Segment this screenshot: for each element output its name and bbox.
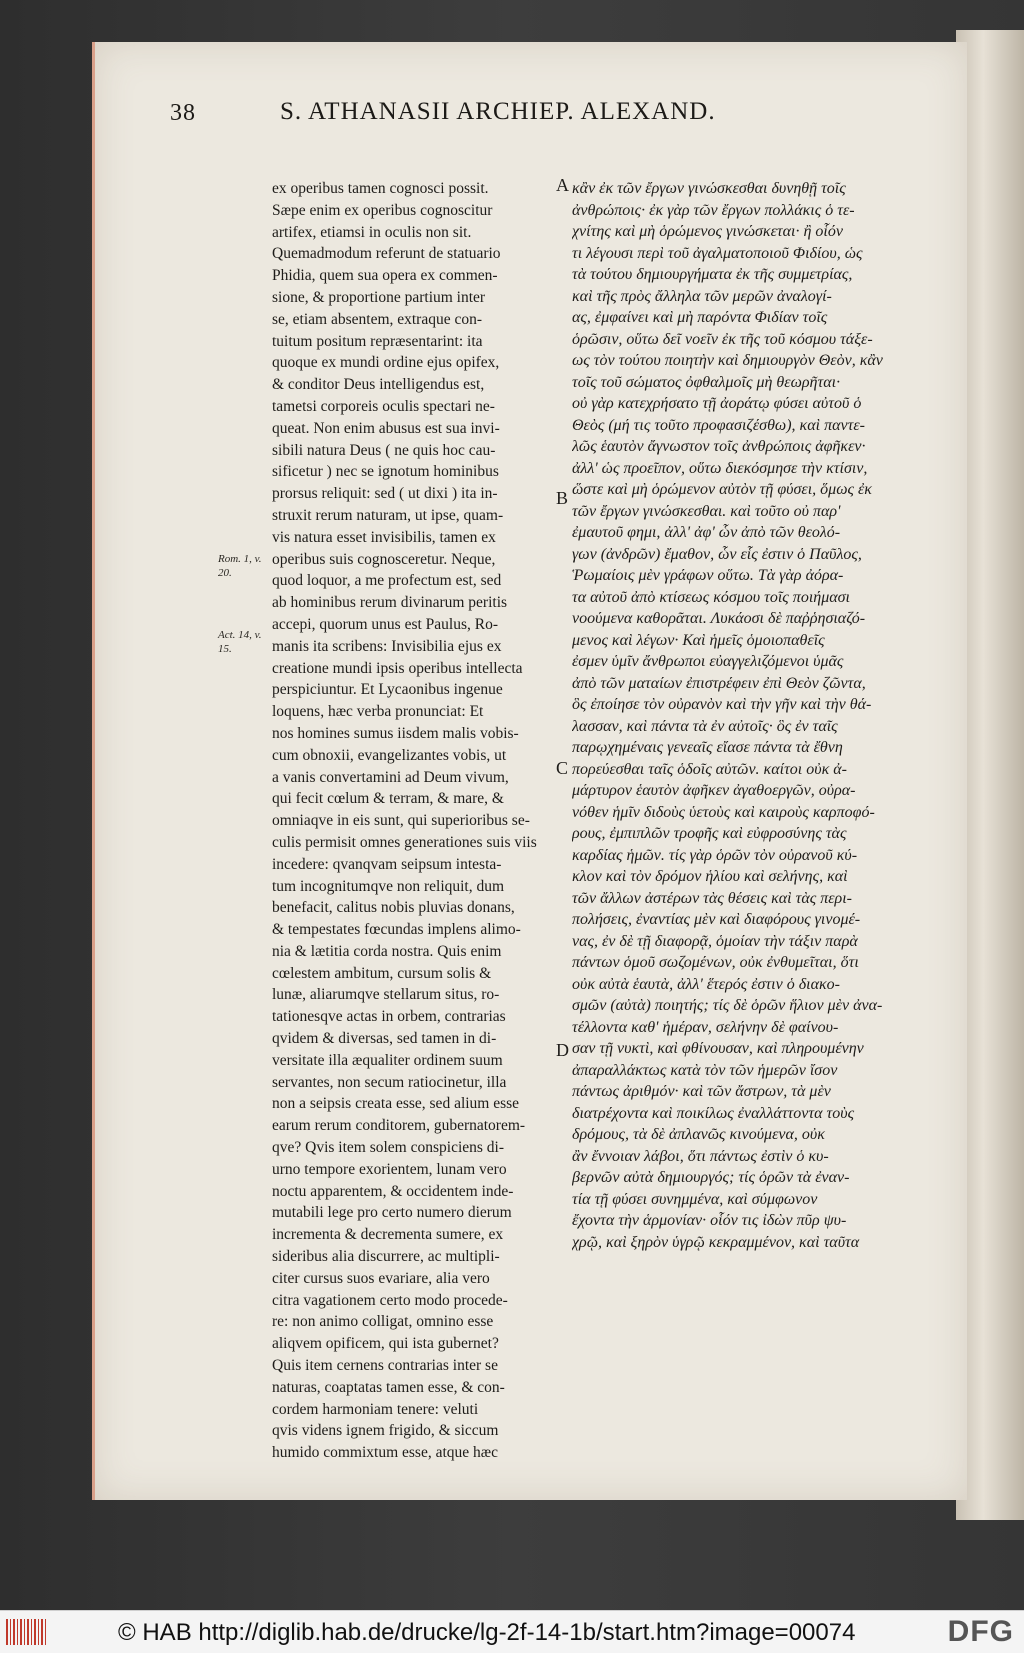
text-line: παρῳχημέναις γενεαῖς εἴασε πάντα τὰ ἔθνη [572, 739, 843, 756]
text-line: πάντων ὁμοῦ σωζομένων, οὐκ ἐνθυμεῖται, ὅτι [572, 954, 859, 971]
hab-logo-icon [6, 1619, 46, 1645]
margin-note-rom: Rom. 1, v. 20. [218, 553, 262, 579]
page-header [170, 98, 820, 138]
text-line: κἂν ἐκ τῶν ἔργων γινώσκεσθαι δυνηθῇ τοῖς [572, 180, 846, 197]
text-line: manis ita scribens: Invisibilia ejus ex [272, 637, 502, 655]
text-line: cum obnoxii, evangelizantes vobis, ut [272, 746, 507, 764]
text-line: καὶ τῆς πρὸς ἄλληλα τῶν μερῶν ἀναλογί- [572, 287, 832, 305]
text-line: perspiciuntur. Et Lycaonibus ingenue [272, 681, 503, 699]
text-line: ὁρῶσιν, οὕτω δεῖ νοεῖν ἐκ τῆς τοῦ κόσμου τάξε- [572, 330, 873, 348]
margin-letter-b: B [556, 488, 569, 508]
text-line: & tempestates fœcundas implens alimo- [272, 921, 521, 939]
text-line: artifex, etiamsi in oculis non sit. [272, 223, 472, 241]
text-line: struxit rerum naturam, ut ipse, quam- [272, 506, 504, 524]
text-line: a vanis convertamini ad Deum vivum, [272, 768, 509, 786]
text-line: versitate illa æqualiter ordinem suum [272, 1051, 503, 1069]
text-line: naturas, coaptatas tamen esse, & con- [272, 1378, 505, 1396]
text-line: ἔχοντα τὴν ἁρμονίαν· οἷόν τις ἰδὼν πῦρ ψυ- [572, 1212, 847, 1229]
text-line: ἀπὸ τῶν ματαίων ἐπιστρέφειν ἐπὶ Θεὸν ζῶντα, [572, 674, 866, 692]
text-line: Sæpe enim ex operibus cognoscitur [272, 201, 493, 219]
text-line: ως τὸν τούτου ποιητὴν καὶ δημιουργὸν Θεὸν, κἂν [572, 352, 883, 369]
latin-text-column [272, 178, 554, 1464]
text-line: ἀλλ' ὡς προεῖπον, οὕτω διεκόσμησε τὴν κτίσιν, [572, 459, 868, 477]
text-line: tuitum positum repræsentarint: ita [272, 332, 483, 350]
text-line: omniaqve in eis sunt, qui superioribus se- [272, 812, 530, 830]
text-line: sione, & proportione partium inter [272, 288, 486, 306]
text-line: accepi, quorum unus est Paulus, Ro- [272, 615, 499, 633]
text-line: οὐ γὰρ κατεχρήσατο τῇ ἀοράτῳ φύσει αὐτοῦ ὁ [572, 395, 862, 412]
text-line: qvidem & diversas, sed tamen in di- [272, 1030, 497, 1048]
text-line: vis natura esset invisibilis, tamen ex [272, 528, 496, 546]
text-line: λῶς ἑαυτὸν ἄγνωστον τοῖς ἀνθρώποις ἀφῆκεν· [572, 438, 866, 455]
text-line: qui fecit cœlum & terram, & mare, & [272, 790, 504, 808]
text-line: Ῥωμαίοις μὲν γράφων οὕτω. Τὰ γὰρ ἀόρα- [572, 567, 844, 584]
text-line: νοούμενα καθορᾶται. Λυκάοσι δὲ παῤῥησιαζό- [572, 610, 866, 627]
text-line: noctu apparentem, & occidentem inde- [272, 1182, 514, 1200]
text-line: citer cursus suos evariare, alia vero [272, 1269, 490, 1287]
text-line: tametsi corporeis oculis spectari ne- [272, 397, 495, 415]
text-line: sideribus alia discurrere, ac multipli- [272, 1248, 500, 1266]
text-line: ἀπαραλλάκτως κατὰ τὸν τῶν ἡμερῶν ἴσον [572, 1061, 838, 1079]
text-line: qve? Qvis item solem conspiciens di- [272, 1139, 505, 1157]
text-line: τῶν ἄλλων ἀστέρων τὰς θέσεις καὶ τὰς περι- [572, 889, 853, 907]
text-line: πολήσεις, ἐναντίας μὲν καὶ διαφόρους γινομέ- [572, 911, 861, 928]
margin-letter-c: C [556, 758, 569, 778]
margin-letter-d: D [556, 1040, 569, 1060]
text-line: ἐμαυτοῦ φημι, ἀλλ' ἀφ' ὧν ἀπὸ τῶν θεολό- [572, 524, 841, 541]
text-line: χνίτης καὶ μὴ ὁρώμενος γινώσκεται· ἢ οἷόν [572, 223, 843, 240]
text-line: καρδίας ἡμῶν. τίς γὰρ ὁρῶν τὸν οὐρανοῦ κύ- [572, 846, 858, 864]
text-line: lunæ, aliarumqve stellarum situs, ro- [272, 986, 500, 1004]
text-line: cœlestem ambitum, cursum solis & [272, 964, 492, 982]
text-line: sibili natura Deus ( ne quis hoc cau- [272, 441, 496, 459]
text-line: χρῷ, καὶ ξηρὸν ὑγρῷ κεκραμμένον, καὶ ταῦτα [572, 1233, 860, 1251]
text-line: cordem harmoniam tenere: veluti [272, 1400, 479, 1418]
text-line: qvis videns ignem frigido, & siccum [272, 1422, 499, 1440]
text-line: tum incognitumqve non reliquit, dum [272, 877, 505, 895]
running-title: S. ATHANASII ARCHIEP. ALEXAND. [280, 98, 716, 125]
text-line: τῶν ἔργων γινώσκεσθαι. καὶ τοῦτο οὐ παρ' [572, 502, 841, 520]
text-line: νόθεν ἡμῖν διδοὺς ὑετοὺς καὶ καιροὺς καρποφό- [572, 803, 875, 821]
source-url[interactable]: © HAB http://diglib.hab.de/drucke/lg-2f-14-1b/start.htm?image=00074 [118, 1619, 856, 1646]
text-line: ας, ἐμφαίνει καὶ μὴ παρόντα Φιδίαν τοῖς [572, 309, 828, 326]
text-line: servantes, non secum ratiocinetur, illa [272, 1073, 507, 1091]
text-line: Quemadmodum referunt de statuario [272, 245, 501, 263]
text-line: non a seipsis creata esse, sed alium esse [272, 1095, 520, 1113]
text-line: ab hominibus rerum divinarum peritis [272, 594, 508, 612]
text-line: Quis item cernens contrarias inter se [272, 1357, 498, 1375]
text-line: τὰ τούτου δημιουργήματα ἐκ τῆς συμμετρίας, [572, 266, 853, 283]
text-line: πορεύεσθαι ταῖς ὁδοῖς αὐτῶν. καίτοι οὐκ ἀ- [572, 760, 847, 778]
text-line: creatione mundi ipsis operibus intellecta [272, 659, 523, 677]
text-line: earum rerum conditorem, gubernatorem- [272, 1117, 526, 1135]
text-line: ἐσμεν ὑμῖν ἄνθρωποι εὐαγγελιζόμενοι ὑμᾶς [572, 653, 844, 670]
text-line: queat. Non enim abusus est sua invi- [272, 419, 500, 437]
text-line: βερνῶν αὐτὰ δημιουργός; τίς ὁρῶν τὰ ἐναν- [572, 1169, 850, 1186]
text-line: διατρέχοντα καὶ ποικίλως ἐναλλάττοντα τοὺς [572, 1104, 855, 1122]
margin-note-act: Act. 14, v. 15. [218, 629, 262, 655]
text-line: μενος καὶ λέγων· Καὶ ἡμεῖς ὁμοιοπαθεῖς [572, 631, 825, 649]
text-line: loquens, hæc verba pronunciat: Et [272, 703, 484, 721]
text-line: tationesqve actas in orbem, contrarias [272, 1008, 506, 1026]
text-line: incrementa & decrementa sumere, ex [272, 1226, 504, 1244]
text-line: urno tempore exorientem, lunam vero [272, 1160, 507, 1178]
text-line: τέλλοντα καθ' ἡμέραν, σελήνην δὲ φαίνου- [572, 1018, 839, 1036]
text-line: τι λέγουσι περὶ τοῦ ἀγαλματοποιοῦ Φιδίου, ὡς [572, 244, 863, 262]
text-line: Θεὸς (μή τις τοῦτο προφασιζέσθω), καὶ παντε- [572, 416, 865, 434]
text-line: nos homines sumus iisdem malis vobis- [272, 724, 519, 742]
text-line: quod loquor, a me profectum est, sed [272, 572, 502, 590]
text-line: re: non animo colligat, omnino esse [272, 1313, 494, 1331]
dfg-logo: DFG [947, 1615, 1014, 1648]
text-line: οὐκ αὐτὰ ἑαυτὰ, ἀλλ' ἕτερός ἐστιν ὁ διακο- [572, 975, 841, 993]
text-line: benefacit, calitus nobis pluvias donans, [272, 899, 515, 917]
viewer-footer [0, 1610, 1024, 1653]
text-line: νας, ἐν δὲ τῇ διαφορᾷ, ὁμοίαν τὴν τάξιν παρὰ [572, 932, 858, 950]
text-line: ἀνθρώποις· ἐκ γὰρ τῶν ἔργων πολλάκις ὁ τε- [572, 201, 855, 219]
text-line: μάρτυρον ἑαυτὸν ἀφῆκεν ἀγαθοεργῶν, οὐρα- [572, 782, 856, 799]
text-line: se, etiam absentem, extraque con- [272, 310, 483, 328]
text-line: Phidia, quem sua opera ex commen- [272, 267, 498, 285]
text-line: ex operibus tamen cognosci possit. [272, 180, 489, 197]
text-line: ρους, ἐμπιπλῶν τροφῆς καὶ εὐφροσύνης τὰς [572, 825, 847, 842]
text-line: sificetur ) nec se ignotum hominibus [272, 463, 499, 481]
text-line: σμῶν (αὐτὰ) ποιητής; τίς δὲ ὁρῶν ἥλιον μὲν ἀνα- [572, 997, 883, 1014]
text-line: ὃς ἐποίησε τὸν οὐρανὸν καὶ τὴν γῆν καὶ τὴν θά- [572, 696, 872, 713]
text-line: quoque ex mundi ordine ejus opifex, [272, 354, 500, 372]
text-line: λασσαν, καὶ πάντα τὰ ἐν αὐτοῖς· ὃς ἐν ταῖς [572, 717, 838, 735]
greek-text-column [572, 178, 924, 1253]
text-line: citra vagationem certo modo procede- [272, 1291, 508, 1309]
text-line: aliqvem opificem, qui ista gubernet? [272, 1335, 499, 1353]
text-line: τοῖς τοῦ σώματος ὀφθαλμοῖς μὴ θεωρῆται· [572, 373, 841, 391]
text-line: culis permisit omnes generationes suis viis [272, 833, 537, 851]
text-line: δρόμους, τὰ δὲ ἀπλανῶς κινούμενα, οὐκ [572, 1126, 825, 1143]
text-line: operibus suis cognosceretur. Neque, [272, 550, 496, 568]
text-line: ἂν ἔννοιαν λάβοι, ὅτι πάντως ἐστὶν ὁ κυ- [572, 1147, 829, 1165]
text-line: κλον καὶ τὸν δρόμον ἡλίου καὶ σελήνης, καὶ [572, 868, 848, 885]
margin-letter-a: A [556, 175, 569, 195]
text-line: nia & lætitia corda nostra. Quis enim [272, 942, 502, 960]
text-line: τα αὐτοῦ ἀπὸ κτίσεως κόσμου τοῖς ποιήμασι [572, 588, 850, 606]
text-line: & conditor Deus intelligendus est, [272, 376, 485, 394]
text-line: incedere: qvanqvam seipsum intesta- [272, 855, 502, 873]
text-line: ὥστε καὶ μὴ ὁρώμενον αὐτὸν τῇ φύσει, ὅμως ἐκ [572, 481, 872, 498]
text-line: mutabili lege pro certo numero dierum [272, 1204, 512, 1222]
text-line: γων (ἀνδρῶν) ἔμαθον, ὧν εἷς ἐστιν ὁ Παῦλος, [572, 545, 862, 563]
page-number: 38 [170, 100, 196, 126]
text-line: πάντως ἀριθμόν· καὶ τῶν ἄστρων, τὰ μὲν [572, 1083, 831, 1100]
text-line: humido commixtum esse, atque hæc [272, 1444, 499, 1462]
text-line: σαν τῇ νυκτὶ, καὶ φθίνουσαν, καὶ πληρουμένην [572, 1040, 864, 1057]
text-line: prorsus reliquit: sed ( ut dixi ) ita in- [272, 485, 498, 503]
text-line: τία τῇ φύσει συνημμένα, καὶ σύμφωνον [572, 1190, 818, 1208]
